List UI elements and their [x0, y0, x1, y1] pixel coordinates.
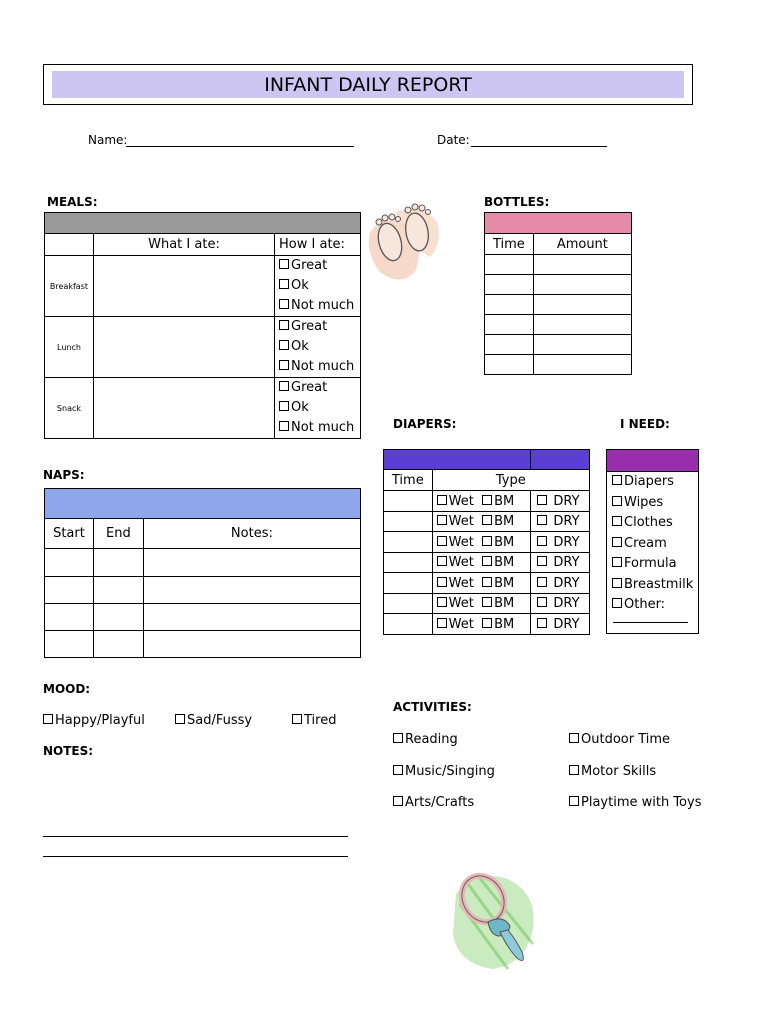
checkbox-icon	[612, 475, 622, 485]
activity-music-singing[interactable]: Music/Singing	[393, 764, 495, 779]
checkbox-icon	[393, 796, 403, 806]
meal-what-cell[interactable]	[93, 378, 274, 439]
meal-what-cell[interactable]	[93, 256, 274, 317]
meal-how-cell	[275, 256, 361, 317]
meal-how-cell	[275, 378, 361, 439]
naps-heading: NAPS:	[43, 468, 85, 482]
checkbox-icon	[612, 516, 622, 526]
checkbox-icon	[393, 733, 403, 743]
meal-label: Lunch	[45, 317, 94, 378]
name-label: Name:	[88, 133, 128, 147]
activity-playtime-with-toys[interactable]: Playtime with Toys	[569, 795, 701, 810]
checkbox-icon[interactable]	[537, 495, 547, 505]
date-field[interactable]	[471, 146, 607, 147]
table-row	[485, 315, 632, 335]
meal-how-cell	[275, 317, 361, 378]
list-item[interactable]: Cream	[612, 534, 698, 555]
list-item[interactable]: Other:	[612, 595, 698, 616]
date-label: Date:	[437, 133, 470, 147]
checkbox-icon	[612, 598, 622, 608]
checkbox-icon	[612, 557, 622, 567]
bottles-col-amount: Amount	[533, 234, 631, 255]
table-row	[45, 256, 361, 317]
naps-table	[44, 488, 361, 658]
naps-col-end: End	[93, 519, 143, 549]
checkbox-icon	[292, 714, 302, 724]
option-not-much[interactable]: Not much	[275, 418, 360, 438]
option-ok[interactable]: Ok	[275, 337, 360, 357]
name-field[interactable]	[126, 146, 354, 147]
checkbox-icon[interactable]	[537, 577, 547, 587]
checkbox-icon[interactable]	[482, 597, 492, 607]
diapers-col-time: Time	[384, 470, 433, 491]
checkbox-icon	[612, 537, 622, 547]
naps-col-start: Start	[45, 519, 94, 549]
other-field[interactable]	[613, 622, 688, 623]
naps-col-notes: Notes:	[143, 519, 360, 549]
checkbox-icon[interactable]	[437, 536, 447, 546]
checkbox-icon	[279, 320, 289, 330]
needs-list	[607, 472, 698, 616]
needs-band	[607, 450, 698, 472]
option-great[interactable]: Great	[275, 317, 360, 337]
meals-col-how: How I ate:	[275, 234, 361, 256]
checkbox-icon	[393, 765, 403, 775]
table-row	[45, 604, 361, 631]
option-ok[interactable]: Ok	[275, 398, 360, 418]
checkbox-icon[interactable]	[537, 597, 547, 607]
checkbox-icon	[279, 360, 289, 370]
checkbox-icon	[279, 259, 289, 269]
pacifier-icon	[448, 864, 543, 974]
checkbox-icon	[569, 733, 579, 743]
mood-option-sad[interactable]: Sad/Fussy	[175, 713, 252, 728]
checkbox-icon[interactable]	[537, 536, 547, 546]
notes-line[interactable]	[43, 856, 348, 857]
mood-option-tired[interactable]: Tired	[292, 713, 336, 728]
table-row	[485, 255, 632, 275]
checkbox-icon[interactable]	[537, 618, 547, 628]
table-row	[45, 631, 361, 658]
meal-label: Snack	[45, 378, 94, 439]
checkbox-icon[interactable]	[482, 495, 492, 505]
checkbox-icon	[612, 578, 622, 588]
diapers-table	[383, 449, 590, 635]
checkbox-icon	[279, 299, 289, 309]
checkbox-icon[interactable]	[437, 495, 447, 505]
mood-option-happy[interactable]: Happy/Playful	[43, 713, 145, 728]
table-row	[485, 295, 632, 315]
list-item[interactable]: Formula	[612, 554, 698, 575]
checkbox-icon[interactable]	[537, 556, 547, 566]
meals-band	[45, 213, 361, 234]
list-item[interactable]: Breastmilk	[612, 575, 698, 596]
checkbox-icon	[279, 381, 289, 391]
checkbox-icon	[279, 279, 289, 289]
notes-line[interactable]	[43, 836, 348, 837]
checkbox-icon	[43, 714, 53, 724]
option-not-much[interactable]: Not much	[275, 296, 360, 316]
checkbox-icon[interactable]	[482, 515, 492, 525]
checkbox-icon	[612, 496, 622, 506]
list-item[interactable]: Clothes	[612, 513, 698, 534]
checkbox-icon[interactable]	[437, 597, 447, 607]
activity-outdoor-time[interactable]: Outdoor Time	[569, 732, 670, 747]
option-great[interactable]: Great	[275, 378, 360, 398]
diapers-col-type: Type	[432, 470, 589, 491]
meals-table	[44, 212, 361, 439]
meals-col-what: What I ate:	[93, 234, 274, 256]
table-row	[485, 335, 632, 355]
diapers-band	[384, 450, 531, 470]
table-row	[45, 549, 361, 577]
activities-heading: ACTIVITIES:	[393, 700, 472, 714]
bottles-heading: BOTTLES:	[484, 195, 550, 209]
table-row	[485, 275, 632, 295]
list-item[interactable]: Diapers	[612, 472, 698, 493]
checkbox-icon[interactable]	[437, 556, 447, 566]
table-row: Wet BM DRY	[384, 573, 590, 594]
option-great[interactable]: Great	[275, 256, 360, 276]
needs-heading: I NEED:	[620, 417, 670, 431]
mood-heading: MOOD:	[43, 682, 91, 696]
checkbox-icon	[569, 796, 579, 806]
baby-feet-icon	[365, 192, 445, 287]
table-row: Wet BM DRY	[384, 532, 590, 553]
activity-reading[interactable]: Reading	[393, 732, 458, 747]
checkbox-icon	[569, 765, 579, 775]
needs-box	[606, 449, 699, 634]
page-title: INFANT DAILY REPORT	[52, 71, 684, 98]
table-row: Wet BM DRY	[384, 594, 590, 614]
meal-what-cell[interactable]	[93, 317, 274, 378]
table-row	[45, 317, 361, 378]
notes-heading: NOTES:	[43, 744, 94, 758]
table-row	[485, 355, 632, 375]
bottles-table	[484, 212, 632, 375]
checkbox-icon[interactable]	[437, 577, 447, 587]
checkbox-icon[interactable]	[537, 515, 547, 525]
table-row: Wet BM DRY	[384, 614, 590, 635]
checkbox-icon[interactable]	[482, 577, 492, 587]
checkbox-icon	[175, 714, 185, 724]
checkbox-icon	[279, 401, 289, 411]
table-row: Wet BM DRY	[384, 512, 590, 532]
table-row	[45, 577, 361, 604]
diapers-heading: DIAPERS:	[393, 417, 457, 431]
option-ok[interactable]: Ok	[275, 276, 360, 296]
naps-band	[45, 489, 361, 519]
checkbox-icon	[279, 340, 289, 350]
checkbox-icon[interactable]	[482, 556, 492, 566]
option-not-much[interactable]: Not much	[275, 357, 360, 377]
table-row	[45, 378, 361, 439]
checkbox-icon	[279, 421, 289, 431]
list-item[interactable]: Wipes	[612, 493, 698, 514]
bottles-band	[485, 213, 632, 234]
table-row: Wet BM DRY	[384, 553, 590, 573]
activity-motor-skills[interactable]: Motor Skills	[569, 764, 656, 779]
checkbox-icon[interactable]	[437, 618, 447, 628]
meal-label: Breakfast	[45, 256, 94, 317]
title-box	[43, 64, 693, 105]
activity-arts-crafts[interactable]: Arts/Crafts	[393, 795, 474, 810]
checkbox-icon[interactable]	[482, 536, 492, 546]
bottles-col-time: Time	[485, 234, 534, 255]
checkbox-icon[interactable]	[437, 515, 447, 525]
table-row: Wet BM DRY	[384, 491, 590, 512]
meals-heading: MEALS:	[47, 195, 98, 209]
checkbox-icon[interactable]	[482, 618, 492, 628]
